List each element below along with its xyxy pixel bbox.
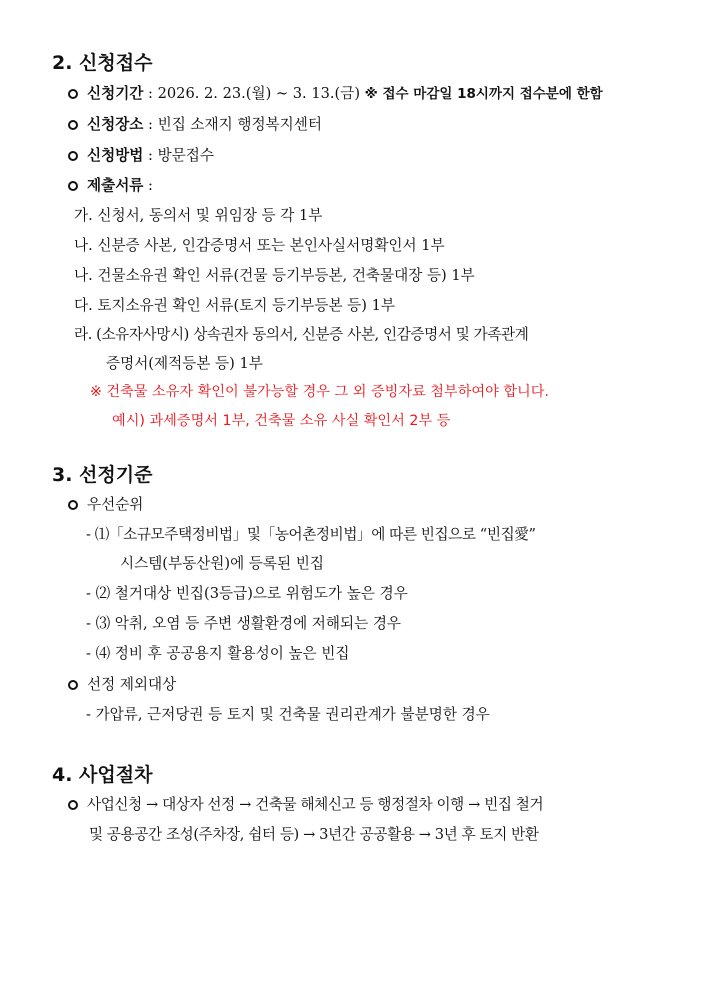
exclusion-label: 선정 제외대상 (87, 676, 177, 693)
procedure-line (68, 793, 543, 814)
priority-label: 우선순위 (87, 496, 144, 513)
deadline-note: ※ 접수 마감일 18시까지 접수분에 한함 (364, 86, 603, 102)
item-label: 신청기간 (87, 85, 144, 102)
priority-list-item: - ⑵ 철거대상 빈집(3등급)으로 위험도가 높은 경우 (86, 585, 408, 602)
item-label: 신청장소 (87, 116, 144, 133)
document-list-item-continued: 증명서(제적등본 등) 1부 (106, 355, 263, 372)
document-list-item: 다. 토지소유권 확인 서류(토지 등기부등본 등) 1부 (74, 297, 396, 314)
application-method-item (68, 144, 214, 165)
document-list-item: 라. (소유자사망시) 상속권자 동의서, 신분증 사본, 인감증명서 및 가족관계 (74, 326, 529, 343)
section-3-heading: 3. 선정기준 (52, 464, 153, 486)
item-separator: : (143, 177, 153, 194)
section-2-heading: 2. 신청접수 (52, 52, 153, 74)
circle-bullet-icon (68, 800, 78, 810)
required-documents-item (68, 174, 153, 195)
application-period-item (68, 82, 603, 103)
exclusion-heading (68, 673, 176, 694)
priority-heading (68, 493, 143, 514)
circle-bullet-icon (68, 680, 78, 690)
circle-bullet-icon (68, 89, 78, 99)
priority-list-item: - ⑴「소규모주택정비법」및「농어촌정비법」에 따른 빈집으로 “빈집愛” (86, 526, 536, 543)
item-separator: : (143, 147, 158, 164)
item-label: 신청방법 (87, 147, 144, 164)
document-list-item: 가. 신청서, 동의서 및 위임장 등 각 1부 (74, 207, 323, 224)
exclusion-list-item: - 가압류, 근저당권 등 토지 및 건축물 권리관계가 불분명한 경우 (86, 706, 490, 723)
item-label: 제출서류 (87, 177, 144, 194)
circle-bullet-icon (68, 151, 78, 161)
section-4-heading: 4. 사업절차 (52, 764, 153, 786)
notice-text: ※ 건축물 소유자 확인이 불가능할 경우 그 외 증빙자료 첨부하여야 합니다. (90, 384, 549, 400)
priority-list-item: - ⑶ 악취, 오염 등 주변 생활환경에 저해되는 경우 (86, 615, 402, 632)
item-value: 방문접수 (157, 147, 214, 164)
circle-bullet-icon (68, 500, 78, 510)
document-list-item: 나. 건물소유권 확인 서류(건물 등기부등본, 건축물대장 등) 1부 (74, 267, 475, 284)
item-separator: : (143, 85, 158, 102)
procedure-text: 사업신청 → 대상자 선정 → 건축물 해체신고 등 행정절차 이행 → 빈집 철거 (87, 796, 544, 813)
circle-bullet-icon (68, 120, 78, 130)
item-separator: : (143, 116, 158, 133)
application-place-item (68, 113, 322, 134)
item-value: 빈집 소재지 행정복지센터 (157, 116, 322, 133)
document-list-item: 나. 신분증 사본, 인감증명서 또는 본인사실서명확인서 1부 (74, 237, 445, 254)
circle-bullet-icon (68, 181, 78, 191)
priority-list-item-continued: 시스템(부동산원)에 등록된 빈집 (120, 555, 324, 572)
procedure-line-continued: 및 공용공간 조성(주차장, 쉼터 등) → 3년간 공공활용 → 3년 후 토지 반환 (89, 826, 539, 843)
priority-list-item: - ⑷ 정비 후 공공용지 활용성이 높은 빈집 (86, 645, 350, 662)
item-value: 2026. 2. 23.(월) ~ 3. 13.(금) (157, 85, 365, 102)
notice-example-text: 예시) 과세증명서 1부, 건축물 소유 사실 확인서 2부 등 (112, 413, 451, 429)
